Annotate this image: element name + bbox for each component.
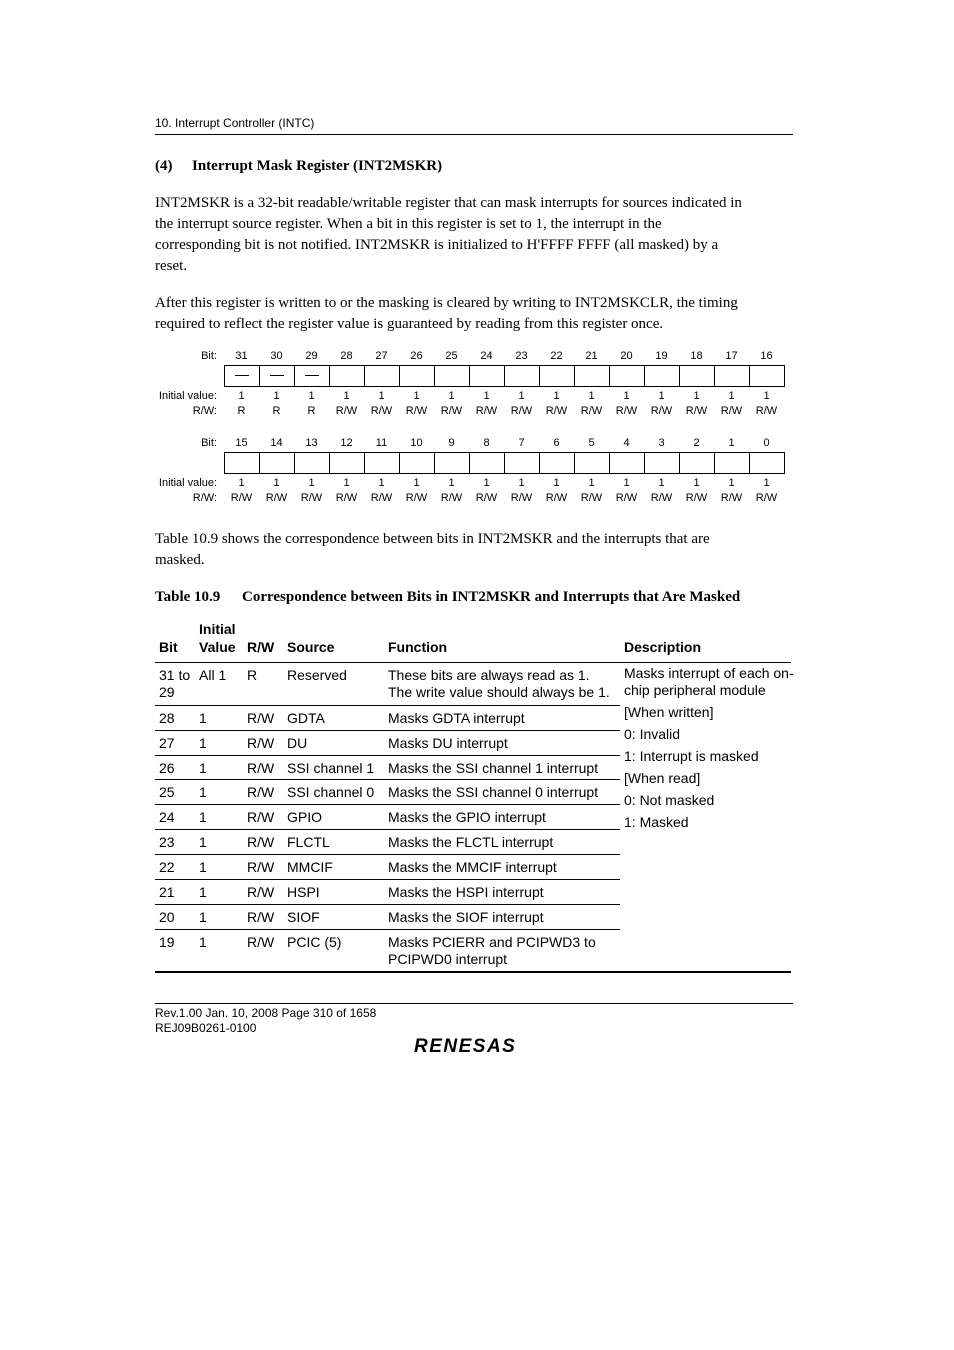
bit-text: 22 — [159, 859, 175, 875]
bit-number: 5 — [588, 437, 595, 449]
initial-value: 1 — [448, 477, 455, 489]
register-bit-field — [645, 366, 680, 386]
initial-value-cell: 1 — [199, 859, 207, 875]
reserved-dash — [235, 375, 249, 376]
register-bit-field — [365, 366, 400, 386]
bit-number: 8 — [483, 437, 490, 449]
description-line: [When read] — [624, 770, 701, 786]
function-text: Masks the SIOF interrupt — [388, 909, 544, 925]
bit-number: 16 — [760, 350, 773, 362]
register-bit-field — [540, 453, 575, 473]
source-cell: Reserved — [287, 667, 347, 683]
initial-value: 1 — [588, 390, 595, 402]
bit-number: 31 — [235, 350, 248, 362]
initial-value: 1 — [623, 477, 630, 489]
table-row — [155, 880, 620, 905]
function-text: These bits are always read as 1. — [388, 667, 590, 683]
rw-value: R/W — [370, 492, 393, 504]
rw-value: R/W — [615, 492, 638, 504]
bit-cell — [159, 809, 199, 826]
initial-value: 1 — [553, 477, 560, 489]
rw-value: R/W — [440, 492, 463, 504]
table-row — [155, 663, 620, 706]
rw-value: R/W — [545, 405, 568, 417]
initial-value: 1 — [378, 390, 385, 402]
bit-cell — [159, 934, 199, 951]
intro-paragraph — [155, 193, 795, 277]
initial-value: 1 — [343, 390, 350, 402]
description-line: Masks interrupt of each on-chip peripheral module — [624, 665, 794, 698]
rw-value: R/W — [720, 405, 743, 417]
function-text: Masks the SSI channel 1 interrupt — [388, 760, 599, 776]
initial-value: 1 — [763, 477, 770, 489]
reserved-dash — [270, 375, 284, 376]
register-bit-field — [505, 366, 540, 386]
description-line: 1: Masked — [624, 814, 689, 830]
register-bit-field — [225, 366, 260, 386]
register-bit-field — [470, 453, 505, 473]
function-text: PCIPWD0 interrupt — [388, 951, 508, 967]
register-bit-field — [505, 453, 540, 473]
source-cell: GPIO — [287, 809, 323, 825]
rw-cell: R/W — [247, 809, 275, 825]
text-line: required to reflect the register value is guaranteed by reading from this register once. — [155, 316, 664, 332]
initial-value: 1 — [413, 390, 420, 402]
table-row — [155, 706, 620, 731]
initial-value: 1 — [483, 390, 490, 402]
bit-text: 23 — [159, 834, 175, 850]
text-line: After this register is written to or the masking is cleared by writing to INT2MSKCLR, the timing — [155, 295, 738, 311]
rw-value: R/W — [615, 405, 638, 417]
register-bit-field — [295, 453, 330, 473]
initial-value-cell: 1 — [199, 784, 207, 800]
table-title: Correspondence between Bits in INT2MSKR and Interrupts that Are Masked — [242, 589, 741, 605]
rw-value: R/W — [405, 405, 428, 417]
register-bit-field — [575, 453, 610, 473]
description-line: 0: Not masked — [624, 792, 715, 808]
function-cell — [388, 859, 620, 876]
bit-label: Bit: — [201, 350, 217, 362]
bit-number: 21 — [585, 350, 598, 362]
function-cell — [388, 834, 620, 851]
bit-cell — [159, 735, 199, 752]
text-line: the interrupt source register. When a bit in this register is set to 1, the interrupt in the — [155, 216, 662, 232]
register-initial-row — [155, 389, 795, 403]
register-bit-field — [750, 453, 785, 473]
bit-text: 25 — [159, 784, 175, 800]
section-number: (4) — [155, 158, 173, 174]
register-bit-field — [330, 366, 365, 386]
register-bit-field — [645, 453, 680, 473]
text-line: Table 10.9 shows the correspondence between bits in INT2MSKR and the interrupts that are — [155, 531, 710, 547]
rw-value: R/W — [440, 405, 463, 417]
bit-number: 19 — [655, 350, 668, 362]
rw-cell: R — [247, 667, 258, 683]
bit-text: 27 — [159, 735, 175, 751]
bit-text: 24 — [159, 809, 175, 825]
bit-number: 11 — [375, 437, 388, 449]
initial-value: 1 — [308, 390, 315, 402]
footer-rule — [155, 1003, 793, 1004]
section-title — [155, 158, 442, 175]
rw-value: R/W — [685, 405, 708, 417]
description-line: 0: Invalid — [624, 726, 681, 742]
initial-value: 1 — [658, 390, 665, 402]
text-line: corresponding bit is not notified. INT2MSKR is initialized to H'FFFF FFFF (all masked) by a — [155, 237, 719, 253]
table-row — [155, 855, 620, 880]
rw-cell: R/W — [247, 784, 275, 800]
initial-value: 1 — [518, 477, 525, 489]
bit-number: 29 — [305, 350, 318, 362]
function-text: Masks DU interrupt — [388, 735, 508, 751]
bit-number: 10 — [410, 437, 423, 449]
source-cell: DU — [287, 735, 308, 751]
initial-value: 1 — [343, 477, 350, 489]
running-header: 10. Interrupt Controller (INTC) — [155, 116, 315, 130]
rw-value: R/W — [755, 492, 778, 504]
register-bit-field — [470, 366, 505, 386]
bit-cell — [159, 784, 199, 801]
register-bit-field — [610, 453, 645, 473]
reserved-dash — [305, 375, 319, 376]
header-initial-value — [199, 620, 236, 656]
bit-text: 31 to — [159, 667, 191, 683]
bit-number: 13 — [305, 437, 318, 449]
register-bit-field — [540, 366, 575, 386]
bit-number: 27 — [375, 350, 388, 362]
initial-value-label: Initial value: — [158, 477, 217, 489]
register-bit-boxes — [224, 452, 785, 474]
footer-revision: Rev.1.00 Jan. 10, 2008 Page 310 of 1658 — [155, 1006, 377, 1020]
header-initial-line1: Initial — [199, 621, 236, 637]
rw-value: R/W — [335, 492, 358, 504]
header-initial-line2: Value — [199, 639, 236, 655]
bit-number: 30 — [270, 350, 283, 362]
bit-number: 6 — [553, 437, 560, 449]
register-bit-field — [260, 453, 295, 473]
bit-cell — [159, 834, 199, 851]
initial-value: 1 — [448, 390, 455, 402]
source-cell: SSI channel 1 — [287, 760, 375, 776]
table-row — [155, 731, 620, 756]
initial-value: 1 — [273, 477, 280, 489]
bit-label: Bit: — [201, 437, 217, 449]
initial-value: 1 — [308, 477, 315, 489]
rw-value: R — [307, 405, 316, 417]
bit-text: 19 — [159, 934, 175, 950]
bit-number: 23 — [515, 350, 528, 362]
rw-value: R/W — [510, 492, 533, 504]
function-cell — [388, 735, 620, 752]
description-cell — [624, 665, 794, 836]
initial-value: 1 — [693, 390, 700, 402]
function-text: Masks the SSI channel 0 interrupt — [388, 784, 599, 800]
bit-number: 2 — [693, 437, 700, 449]
rw-value: R — [237, 405, 246, 417]
header-rule — [155, 134, 793, 135]
header-description: Description — [624, 639, 702, 655]
register-bit-boxes — [224, 365, 785, 387]
rw-value: R/W — [475, 405, 498, 417]
section-heading: Interrupt Mask Register (INT2MSKR) — [192, 158, 443, 174]
text-line: INT2MSKR is a 32-bit readable/writable register that can mask interrupts for sources indicated in — [155, 195, 742, 211]
bit-number: 25 — [445, 350, 458, 362]
register-bit-field — [330, 453, 365, 473]
bit-text: 21 — [159, 884, 175, 900]
register-bit-field — [365, 453, 400, 473]
rw-value: R/W — [545, 492, 568, 504]
initial-value: 1 — [238, 477, 245, 489]
rw-cell: R/W — [247, 735, 275, 751]
function-text: Masks the HSPI interrupt — [388, 884, 544, 900]
source-cell: HSPI — [287, 884, 320, 900]
function-cell — [388, 710, 620, 727]
rw-value: R/W — [685, 492, 708, 504]
register-bit-field — [260, 366, 295, 386]
initial-value-cell: 1 — [199, 834, 207, 850]
logo-text: RENESAS — [414, 1036, 517, 1057]
footer-document-number: REJ09B0261-0100 — [155, 1021, 257, 1035]
text-line: masked. — [155, 552, 205, 568]
rw-cell: R/W — [247, 859, 275, 875]
table-number: Table 10.9 — [155, 589, 221, 605]
bit-number: 24 — [480, 350, 493, 362]
register-bit-field — [295, 366, 330, 386]
initial-value-label: Initial value: — [158, 390, 217, 402]
initial-value: 1 — [518, 390, 525, 402]
register-bit-field — [680, 366, 715, 386]
bit-text: 20 — [159, 909, 175, 925]
initial-value-cell: All 1 — [199, 667, 227, 683]
function-cell — [388, 760, 620, 777]
source-cell: GDTA — [287, 710, 325, 726]
register-bit-field — [680, 453, 715, 473]
bit-cell — [159, 884, 199, 901]
register-bit-field — [575, 366, 610, 386]
initial-value-cell: 1 — [199, 760, 207, 776]
table-row — [155, 780, 620, 805]
table-row — [155, 756, 620, 780]
table-header — [155, 620, 791, 663]
initial-value: 1 — [763, 390, 770, 402]
register-diagram-upper — [155, 349, 795, 421]
function-text: Masks PCIERR and PCIPWD3 to — [388, 934, 596, 950]
header-bit: Bit — [159, 639, 178, 655]
function-cell — [388, 909, 620, 926]
bit-text: 26 — [159, 760, 175, 776]
rw-value: R/W — [335, 405, 358, 417]
register-bit-field — [435, 453, 470, 473]
initial-value: 1 — [238, 390, 245, 402]
register-bit-field — [715, 453, 750, 473]
function-text: Masks the MMCIF interrupt — [388, 859, 557, 875]
bit-number: 18 — [690, 350, 703, 362]
rw-value: R/W — [475, 492, 498, 504]
function-text: Masks the FLCTL interrupt — [388, 834, 554, 850]
initial-value: 1 — [553, 390, 560, 402]
header-source: Source — [287, 639, 335, 655]
register-initial-row — [155, 476, 795, 490]
header-rw: R/W — [247, 639, 275, 655]
rw-value: R/W — [720, 492, 743, 504]
register-rw-row — [155, 491, 795, 505]
timing-paragraph — [155, 293, 795, 335]
source-cell: SIOF — [287, 909, 320, 925]
table-caption — [155, 589, 740, 606]
initial-value-cell: 1 — [199, 809, 207, 825]
bit-cell — [159, 667, 199, 701]
table-row — [155, 830, 620, 855]
bit-number: 4 — [623, 437, 630, 449]
bit-number: 22 — [550, 350, 563, 362]
bit-number: 20 — [620, 350, 633, 362]
register-bit-field — [750, 366, 785, 386]
renesas-logo-svg — [412, 1032, 536, 1058]
register-bit-field — [400, 453, 435, 473]
function-cell — [388, 784, 620, 801]
initial-value: 1 — [273, 390, 280, 402]
function-text: The write value should always be 1. — [388, 684, 610, 700]
initial-value-cell: 1 — [199, 934, 207, 950]
rw-value: R/W — [510, 405, 533, 417]
initial-value: 1 — [658, 477, 665, 489]
table-row — [155, 930, 791, 973]
rw-value: R/W — [265, 492, 288, 504]
source-cell: SSI channel 0 — [287, 784, 375, 800]
initial-value: 1 — [588, 477, 595, 489]
rw-cell: R/W — [247, 884, 275, 900]
initial-value: 1 — [483, 477, 490, 489]
register-bit-field — [610, 366, 645, 386]
bit-number: 17 — [725, 350, 738, 362]
register-bit-field — [400, 366, 435, 386]
initial-value-cell: 1 — [199, 710, 207, 726]
initial-value: 1 — [693, 477, 700, 489]
bit-cell — [159, 909, 199, 926]
register-rw-row — [155, 404, 795, 418]
description-line: 1: Interrupt is masked — [624, 748, 759, 764]
bit-number: 15 — [235, 437, 248, 449]
rw-value: R/W — [370, 405, 393, 417]
rw-label: R/W: — [192, 405, 217, 417]
source-cell: FLCTL — [287, 834, 330, 850]
function-text: Masks GDTA interrupt — [388, 710, 525, 726]
bit-number: 0 — [763, 437, 770, 449]
bit-cell — [159, 859, 199, 876]
initial-value: 1 — [728, 477, 735, 489]
initial-value-cell: 1 — [199, 735, 207, 751]
bit-text: 28 — [159, 710, 175, 726]
bit-number: 3 — [658, 437, 665, 449]
rw-value: R/W — [230, 492, 253, 504]
rw-value: R/W — [755, 405, 778, 417]
initial-value: 1 — [623, 390, 630, 402]
rw-value: R/W — [405, 492, 428, 504]
rw-label: R/W: — [192, 492, 217, 504]
rw-cell: R/W — [247, 834, 275, 850]
rw-value: R/W — [300, 492, 323, 504]
rw-cell: R/W — [247, 760, 275, 776]
register-bit-row — [155, 436, 795, 450]
rw-value: R/W — [650, 405, 673, 417]
initial-value: 1 — [378, 477, 385, 489]
header-function: Function — [388, 639, 448, 655]
table-reference-paragraph — [155, 529, 795, 571]
source-cell: PCIC (5) — [287, 934, 342, 950]
function-cell — [388, 809, 620, 826]
description-line: [When written] — [624, 704, 714, 720]
bit-number: 14 — [270, 437, 283, 449]
function-text: Masks the GPIO interrupt — [388, 809, 546, 825]
bit-number: 28 — [340, 350, 353, 362]
register-bit-field — [715, 366, 750, 386]
initial-value-cell: 1 — [199, 884, 207, 900]
bit-cell — [159, 760, 199, 777]
rw-value: R/W — [580, 405, 603, 417]
register-bit-field — [225, 453, 260, 473]
function-cell — [388, 934, 620, 968]
initial-value: 1 — [413, 477, 420, 489]
table-row — [155, 905, 620, 930]
function-cell — [388, 667, 620, 701]
initial-value: 1 — [728, 390, 735, 402]
rw-value: R/W — [650, 492, 673, 504]
register-diagram-lower — [155, 436, 795, 508]
source-cell: MMCIF — [287, 859, 333, 875]
initial-value-cell: 1 — [199, 909, 207, 925]
function-cell — [388, 884, 620, 901]
bit-cell — [159, 710, 199, 727]
renesas-logo — [412, 1032, 536, 1063]
rw-cell: R/W — [247, 934, 275, 950]
bit-number: 1 — [728, 437, 735, 449]
bit-number: 26 — [410, 350, 423, 362]
register-bit-field — [435, 366, 470, 386]
rw-cell: R/W — [247, 909, 275, 925]
rw-value: R — [272, 405, 281, 417]
text-line: reset. — [155, 258, 188, 274]
rw-cell: R/W — [247, 710, 275, 726]
bit-text: 29 — [159, 684, 175, 700]
register-bit-row — [155, 349, 795, 363]
table-row — [155, 805, 620, 830]
bit-number: 7 — [518, 437, 525, 449]
bit-number: 12 — [340, 437, 353, 449]
bit-number: 9 — [448, 437, 455, 449]
rw-value: R/W — [580, 492, 603, 504]
